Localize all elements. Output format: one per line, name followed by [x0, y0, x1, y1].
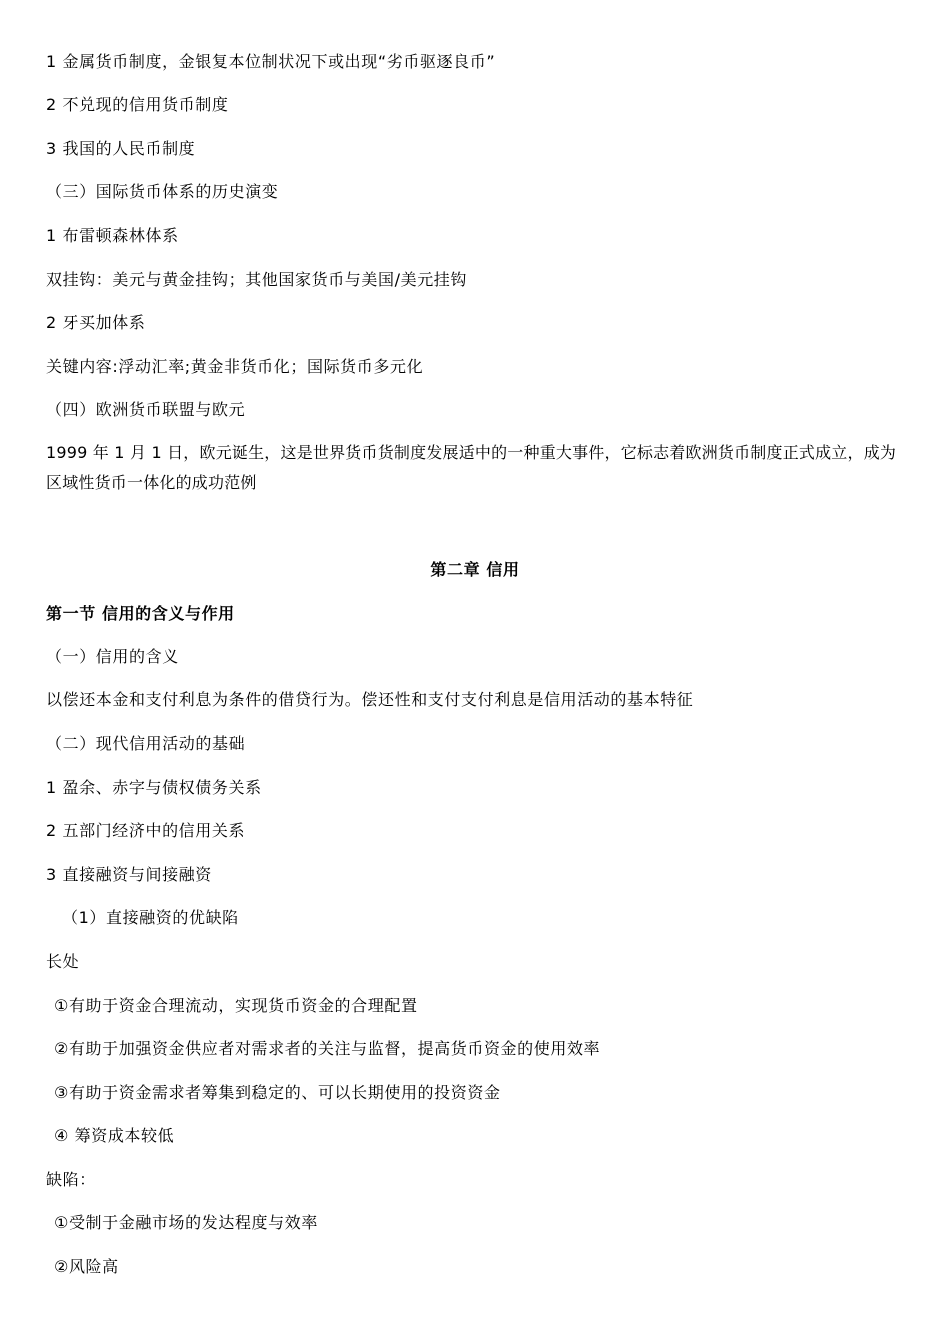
subheading: （二）现代信用活动的基础	[46, 734, 246, 753]
text-line: 1 布雷顿森林体系	[46, 226, 179, 245]
text-line: 双挂钩：美元与黄金挂钩；其他国家货币与美国/美元挂钩	[46, 270, 467, 289]
text-line: 2 牙买加体系	[46, 313, 146, 332]
list-item: ①受制于金融市场的发达程度与效率	[54, 1213, 318, 1232]
list-item: ④ 筹资成本较低	[54, 1126, 175, 1145]
text-line: 关键内容:浮动汇率;黄金非货币化；国际货币多元化	[46, 357, 424, 376]
text-line: 1 金属货币制度，金银复本位制状况下或出现“劣币驱逐良币”	[46, 52, 496, 71]
text-line: 3 我国的人民币制度	[46, 139, 196, 158]
text-line: 2 不兑现的信用货币制度	[46, 95, 229, 114]
text-line: （1）直接融资的优缺陷	[62, 908, 239, 927]
list-item: ③有助于资金需求者筹集到稳定的、可以长期使用的投资资金	[54, 1083, 501, 1102]
text-line: 3 直接融资与间接融资	[46, 865, 212, 884]
text-line: 长处	[46, 952, 80, 971]
paragraph: 1999 年 1 月 1 日，欧元诞生，这是世界货币货制度发展适中的一种重大事件，它标志着欧洲货币制度正式成立，成为区域性货币一体化的成功范例	[46, 443, 897, 492]
list-item: ②风险高	[54, 1257, 119, 1276]
text-line: 缺陷：	[46, 1170, 96, 1189]
subheading: （一）信用的含义	[46, 647, 179, 666]
chapter-title: 第二章 信用	[430, 560, 520, 579]
subheading: （四）欧洲货币联盟与欧元	[46, 400, 246, 419]
list-item: ①有助于资金合理流动，实现货币资金的合理配置	[54, 996, 418, 1015]
text-line: 2 五部门经济中的信用关系	[46, 821, 246, 840]
text-line: 1 盈余、赤字与债权债务关系	[46, 778, 262, 797]
section-title: 第一节 信用的含义与作用	[46, 604, 235, 623]
list-item: ②有助于加强资金供应者对需求者的关注与监督，提高货币资金的使用效率	[54, 1039, 601, 1058]
text-line: 以偿还本金和支付利息为条件的借贷行为。偿还性和支付支付利息是信用活动的基本特征	[46, 690, 694, 709]
subheading: （三）国际货币体系的历史演变	[46, 182, 279, 201]
